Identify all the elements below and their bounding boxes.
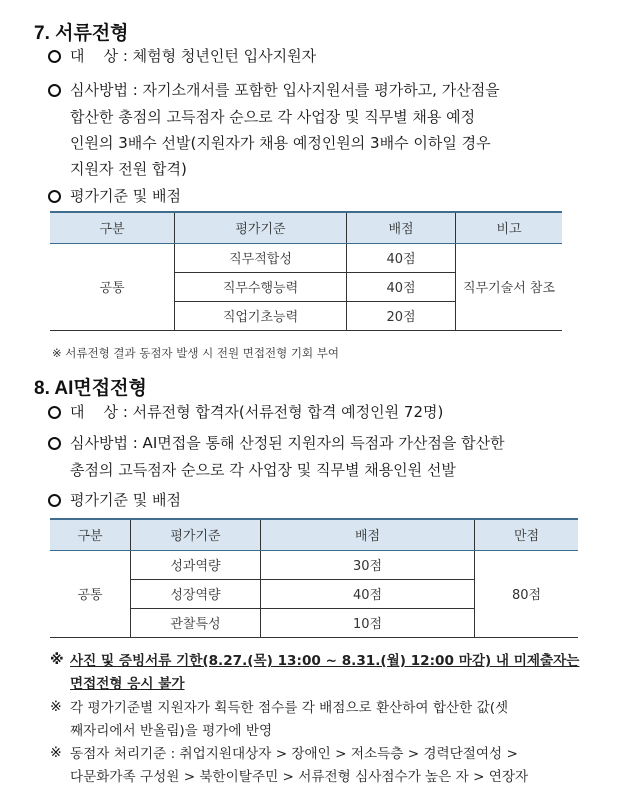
asterisk-note-icon: ※ — [50, 699, 62, 715]
table-header: 구분 — [50, 519, 131, 550]
bullet-circle-icon — [48, 50, 61, 63]
s7-method-line: 지원자 전원 합격) — [70, 160, 187, 178]
table-cell: 40점 — [261, 579, 475, 608]
s8-criteria-heading: 평가기준 및 배점 — [70, 491, 181, 509]
table-header: 배점 — [347, 212, 456, 243]
s8-score-table — [50, 518, 578, 638]
section-7-title: 7. 서류전형 — [34, 23, 129, 44]
bullet-circle-icon — [48, 437, 61, 450]
table-cell: 40점 — [347, 243, 456, 272]
asterisk-note-icon: ※ — [50, 652, 64, 668]
table-cell: 관찰특성 — [131, 608, 261, 637]
table-cell-remark: 직무기술서 참조 — [456, 243, 563, 330]
note-tie-line1: 동점자 처리기준 : 취업지원대상자 > 장애인 > 저소득층 > 경력단절여성 > — [70, 746, 518, 762]
table-header: 평가기준 — [175, 212, 347, 243]
s7-method: 심사방법 : 자기소개서를 포함한 입사지원서를 평가하고, 가산점을 — [70, 81, 500, 99]
bullet-circle-icon — [48, 406, 61, 419]
table-cell: 직무적합성 — [175, 243, 347, 272]
s7-target: 대 상 : 체험형 청년인턴 입사지원자 — [70, 47, 317, 65]
table-cell: 40점 — [347, 272, 456, 301]
s7-method-line: 인원의 3배수 선발(지원자가 채용 예정인원의 3배수 이하일 경우 — [70, 134, 491, 152]
asterisk-note-icon: ※ — [50, 745, 62, 761]
s7-note: ※ 서류전형 결과 동점자 발생 시 전원 면접전형 기회 부여 — [52, 346, 339, 360]
table-cell: 30점 — [261, 550, 475, 579]
note-tie-line2: 다문화가족 구성원 > 북한이탈주민 > 서류전형 심사점수가 높은 자 > 연장자 — [70, 769, 529, 785]
table-cell: 직업기초능력 — [175, 301, 347, 330]
table-cell: 10점 — [261, 608, 475, 637]
section-8-title: 8. AI면접전형 — [34, 378, 147, 399]
table-cell: 20점 — [347, 301, 456, 330]
table-header: 만점 — [475, 519, 579, 550]
table-cell-total: 80점 — [475, 550, 579, 637]
table-cell-group: 공통 — [50, 550, 131, 637]
table-cell-group: 공통 — [50, 243, 175, 330]
table-header: 배점 — [261, 519, 475, 550]
table-header: 비고 — [456, 212, 563, 243]
s8-method: 심사방법 : AI면접을 통해 산정된 지원자의 득점과 가산점을 합산한 — [70, 434, 505, 452]
table-header: 구분 — [50, 212, 175, 243]
note-scoring-line2: 째자리에서 반올림)을 평가에 반영 — [70, 723, 273, 739]
s7-method-line: 합산한 총점의 고득점자 순으로 각 사업장 및 직무별 채용 예정 — [70, 108, 476, 126]
s7-score-table — [50, 211, 562, 331]
bullet-circle-icon — [48, 84, 61, 97]
note-deadline-line2: 면접전형 응시 불가 — [70, 676, 185, 692]
s8-method-line: 총점의 고득점자 순으로 각 사업장 및 직무별 채용인원 선발 — [70, 461, 456, 479]
bullet-circle-icon — [48, 190, 61, 203]
table-cell: 성과역량 — [131, 550, 261, 579]
bullet-circle-icon — [48, 494, 61, 507]
table-header: 평가기준 — [131, 519, 261, 550]
note-scoring-line1: 각 평가기준별 지원자가 획득한 점수를 각 배점으로 환산하여 합산한 값(셋 — [70, 700, 509, 716]
note-deadline-line1: 사진 및 증빙서류 기한(8.27.(목) 13:00 ~ 8.31.(월) 12:00 마감) 내 미제출자는 — [70, 653, 580, 669]
table-cell: 성장역량 — [131, 579, 261, 608]
s7-criteria-heading: 평가기준 및 배점 — [70, 187, 181, 205]
s8-target: 대 상 : 서류전형 합격자(서류전형 합격 예정인원 72명) — [70, 403, 444, 421]
table-cell: 직무수행능력 — [175, 272, 347, 301]
